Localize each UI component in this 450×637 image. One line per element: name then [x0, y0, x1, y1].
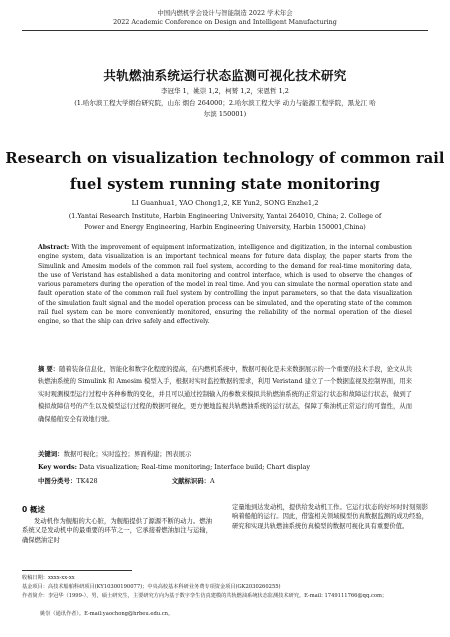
- keywords-en-text: Data visualization; Real-time monitoring; Interface build; Chart display: [76, 463, 310, 471]
- footnote-divider: [22, 570, 132, 571]
- doc-code-value: A: [210, 477, 215, 485]
- body-column-right: 定量地到达发动机，提供给发动机工作。它运行状态的好坏时时刻刻影响着船舶的运行。因此，借鉴相关领域模型仿真数据监测的成功经验，研究和实现共轨燃油系统仿真模型的数据可视化具有重要价值。: [232, 504, 428, 530]
- affiliation-en-line2: Power and Energy Engineering, Harbin Engineering University, Harbin 150001,China): [84, 223, 366, 231]
- affiliation-en-line1: (1.Yantai Research Institute, Harbin Engineering University, Yantai 264010, China; 2. College of: [68, 212, 382, 220]
- authors-en: LI Guanhua1, YAO Chong1,2, KE Yun2, SONG Enzhe1,2: [131, 199, 319, 207]
- footnote-author-intro: 作者简介：李冠华（1999-），男，硕士研究生，主要研究方向为基于数字孪生仿真建模的共轨燃油系统状态监测技术研究。E-mail: 1749111766@qq.com；: [22, 593, 388, 599]
- abstract-en-label: Abstract:: [38, 244, 70, 251]
- footnote-corresponding: 姚崇（通讯作者）。E-mail:yaochong@hrbeu.edu.cn。: [40, 611, 174, 617]
- keywords-cn: [38, 449, 412, 459]
- doc-code-label: 文献标识码：: [171, 477, 211, 485]
- abstract-en: [38, 243, 412, 327]
- paper-title-en-line2: fuel system running state monitoring: [69, 176, 381, 193]
- footnote-received: 收稿日期：xxxx-xx-xx: [22, 575, 75, 581]
- clc-value: TK428: [76, 477, 98, 485]
- keywords-cn-label: 关键词：: [38, 450, 64, 458]
- section-title-overview: 0 概述: [22, 505, 45, 514]
- classification-line: [38, 476, 412, 486]
- conference-header-en: 2022 Academic Conference on Design and Intelligent Manufacturing: [113, 18, 337, 26]
- body-column-left: 发动机作为舰船的大心脏，为舰船提供了源源不断的动力。燃油系统又是发动机中的最重要的环节之一，它承接着燃油加注与运输，确保燃油定时: [22, 518, 212, 544]
- abstract-en-text: With the improvement of equipment informatization, intelligence and digitization, in the internal combustion engine system, data visualization is an important technical means for future data display, the paper starts from the Simulink and Amesim models of the common rail fuel system, according to the demand for real-time monitoring data, the use of Veristand has established a data monitoring and control interface, which is used to observe the changes of various parameters during the operation of the model in real time. And you can simulate the normal operation state and fault operation state of the common rail fuel system by controlling the input parameters, so that the data visualization of the simulation fault signal and the model operation process can be simulated, and the operating state of the common rail fuel system can be more conveniently monitored, ensuring the reliability of the normal operation of the diesel engine, so that the ship can drive safely and effectively.: [38, 244, 412, 326]
- affiliation-cn-line2: 尔滨 150001): [203, 110, 247, 118]
- keywords-en-label: Key words:: [38, 463, 77, 471]
- affiliation-cn-line1: (1.哈尔滨工程大学烟台研究院，山东 烟台 264000；2.哈尔滨工程大学 动力与能源工程学院，黑龙江 哈: [74, 99, 376, 107]
- abstract-cn-text: 随着装备信息化，智能化和数字化程度的提高，在内燃机系统中，数据可视化是未来数据展示的一个重要的技术手段，论文从共轨燃油系统的 Simulink 和 Amesim 模型入手，根据对实时监控数据的需求，利用 Veristand 建立了一个数据监视及控制界面，用来实时观测模型运行过程中各种参数的变化，并且可以通过控制输入的参数来模拟共轨燃油系统的正常运行状态和故障运行状态，做到了模拟故障信号的产生以及模型运行过程的数据可视化，更方便地监视共轨燃油系统的运行状态，保障了柴油机正常运行的可靠性，从而确保船舶安全有效地行驶。: [38, 366, 412, 423]
- clc-label: 中图分类号：: [38, 477, 77, 485]
- header-divider: [22, 30, 428, 31]
- conference-header-cn: 中国内燃机学会设计与智能制造 2022 学术年会: [157, 9, 293, 17]
- keywords-cn-text: 数据可视化；实时监控；界面构建；图表展示: [63, 450, 192, 458]
- paper-title-en-line1: Research on visualization technology of common rail: [5, 150, 445, 167]
- keywords-en: [38, 462, 412, 472]
- abstract-cn: [38, 364, 412, 426]
- abstract-cn-label: 摘 要：: [38, 366, 60, 373]
- footnote-fund: 基金项目：高技术船舶科研项目(KY10300190077)；中央高校基本科研业务费专项资金项目(GK2030260255): [22, 584, 281, 590]
- authors-cn: 李冠华 1，姚崇 1,2，柯赟 1,2，宋恩哲 1,2: [161, 87, 289, 95]
- paper-title-cn: 共轨燃油系统运行状态监测可视化技术研究: [103, 68, 347, 83]
